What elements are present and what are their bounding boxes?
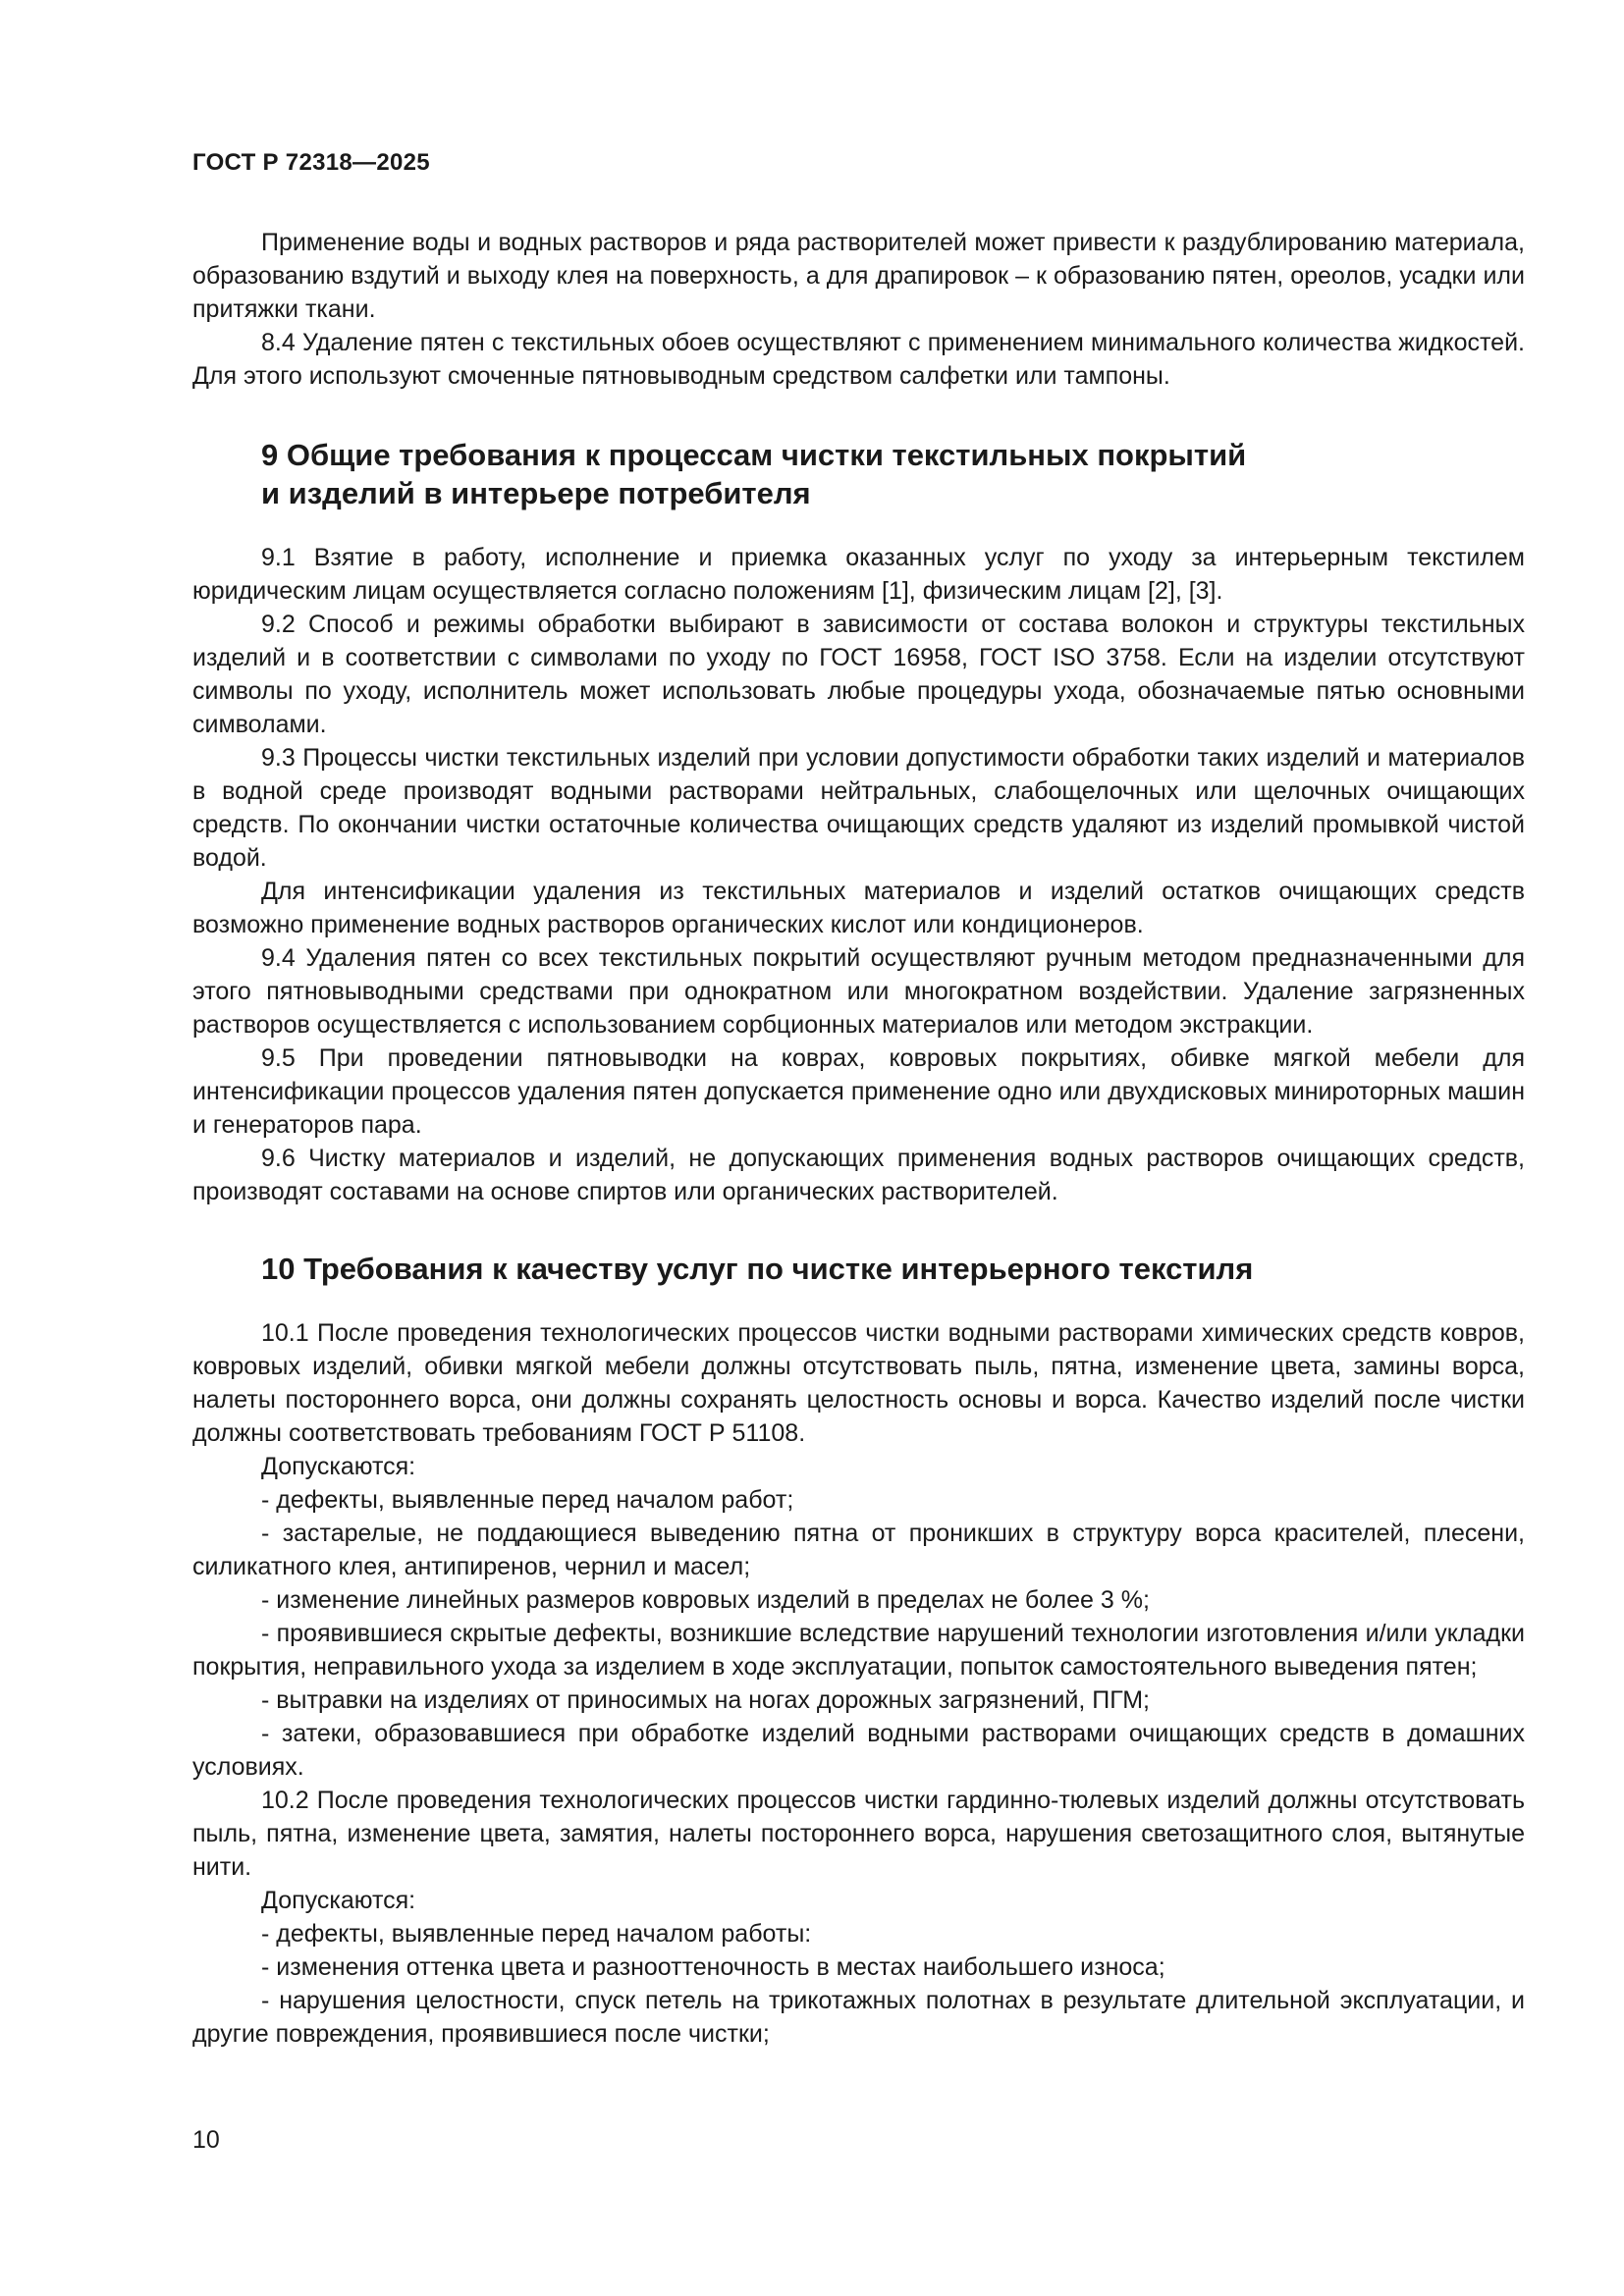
clause-10-1: 10.1 После проведения технологических процессов чистки водными растворами химических средств ковров, ковровых изделий, обивки мягкой мебели должны отсутствовать пыль, пятна, изменение цвета, замины ворса, налеты постороннего ворса, они должны сохранять целостность основы и ворса. Качество изделий после чистки должны соответствовать требованиям ГОСТ Р 51108. xyxy=(192,1319,1525,1447)
paragraph: Для интенсификации удаления из текстильных материалов и изделий остатков очищающих средств возможно применение водных растворов органических кислот или кондиционеров. xyxy=(192,878,1525,938)
paragraph: Применение воды и водных растворов и ряда растворителей может привести к раздублированию материала, образованию вздутий и выходу клея на поверхность, а для драпировок – к образованию пятен, ореолов, усадки или притяжки ткани. xyxy=(192,229,1525,323)
list-item: - затеки, образовавшиеся при обработке изделий водными растворами очищающих средств в домашних условиях. xyxy=(192,1720,1525,1781)
section-10-heading: 10 Требования к качеству услуг по чистке интерьерного текстиля xyxy=(261,1252,1254,1286)
section-9-heading-line-2: и изделий в интерьере потребителя xyxy=(261,476,811,510)
list-item: - дефекты, выявленные перед началом работ; xyxy=(261,1486,794,1514)
clause-9-5: 9.5 При проведении пятновыводки на коврах, ковровых покрытиях, обивке мягкой мебели для интенсификации процессов удаления пятен допускается применение одно или двухдисковых минироторных машин и генераторов пара. xyxy=(192,1044,1525,1139)
clause-9-4: 9.4 Удаления пятен со всех текстильных покрытий осуществляют ручным методом предназначенными для этого пятновыводными средствами при однократном или многократном воздействии. Удаление загрязненных растворов осуществляется с использованием сорбционных материалов или методом экстракции. xyxy=(192,944,1525,1039)
clause-9-2: 9.2 Способ и режимы обработки выбирают в зависимости от состава волокон и структуры текстильных изделий и в соответствии с символами по уходу по ГОСТ 16958, ГОСТ ISO 3758. Если на изделии отсутствуют символы по уходу, исполнитель может использовать любые процедуры ухода, обозначаемые пятью основными символами. xyxy=(192,611,1525,738)
section-9-heading-line-1: 9 Общие требования к процессам чистки текстильных покрытий xyxy=(261,438,1247,472)
page-number: 10 xyxy=(192,2126,220,2154)
list-item: - проявившиеся скрытые дефекты, возникшие вследствие нарушений технологии изготовления и/или укладки покрытия, неправильного ухода за изделием в ходе эксплуатации, попыток самостоятельного выведения пятен; xyxy=(192,1620,1525,1681)
paragraph: Допускаются: xyxy=(261,1453,416,1480)
list-item: - нарушения целостности, спуск петель на трикотажных полотнах в результате длительной эксплуатации, и другие повреждения, проявившиеся после чистки; xyxy=(192,1987,1525,2048)
list-item: - вытравки на изделиях от приносимых на ногах дорожных загрязнений, ПГМ; xyxy=(261,1686,1150,1714)
clause-9-3: 9.3 Процессы чистки текстильных изделий при условии допустимости обработки таких изделий и материалов в водной среде производят водными растворами нейтральных, слабощелочных или щелочных очищающих средств. По окончании чистки остаточные количества очищающих средств удаляют из изделий промывкой чистой водой. xyxy=(192,744,1525,872)
clause-9-1: 9.1 Взятие в работу, исполнение и приемка оказанных услуг по уходу за интерьерным текстилем юридическим лицам осуществляется согласно положениям [1], физическим лицам [2], [3]. xyxy=(192,544,1525,605)
section-9-heading xyxy=(192,436,1525,512)
list-item: - дефекты, выявленные перед началом работы: xyxy=(261,1920,812,1948)
list-item: - изменения оттенка цвета и разнооттеночность в местах наибольшего износа; xyxy=(261,1953,1165,1981)
paragraph: 8.4 Удаление пятен с текстильных обоев осуществляют с применением минимального количества жидкостей. Для этого используют смоченные пятновыводным средством салфетки или тампоны. xyxy=(192,329,1525,390)
clause-10-2: 10.2 После проведения технологических процессов чистки гардинно-тюлевых изделий должны отсутствовать пыль, пятна, изменение цвета, замятия, налеты постороннего ворса, нарушения светозащитного слоя, вытянутые нити. xyxy=(192,1787,1525,1881)
clause-9-6: 9.6 Чистку материалов и изделий, не допускающих применения водных растворов очищающих средств, производят составами на основе спиртов или органических растворителей. xyxy=(192,1145,1525,1205)
list-item: - застарелые, не поддающиеся выведению пятна от проникших в структуру ворса красителей, плесени, силикатного клея, антипиренов, чернил и масел; xyxy=(192,1520,1525,1580)
page-content xyxy=(192,226,1525,2051)
document-header: ГОСТ Р 72318—2025 xyxy=(192,149,430,176)
list-item: - изменение линейных размеров ковровых изделий в пределах не более 3 %; xyxy=(261,1586,1150,1614)
paragraph: Допускаются: xyxy=(261,1887,416,1914)
